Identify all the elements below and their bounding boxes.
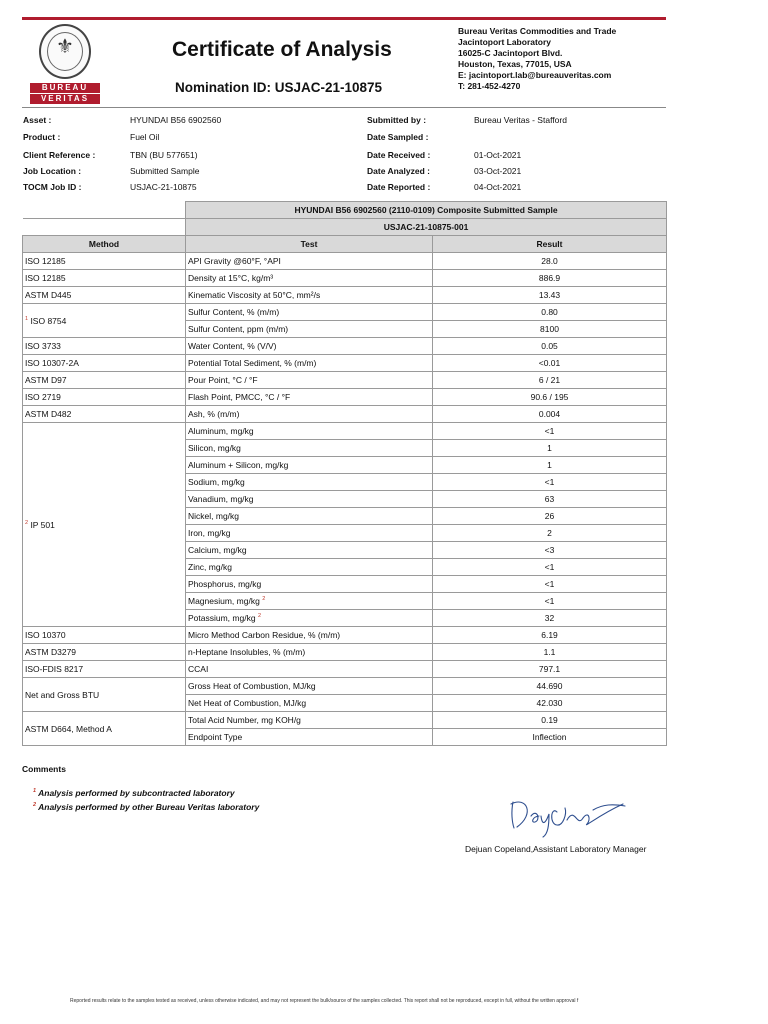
- test-cell: Net Heat of Combustion, MJ/kg: [186, 695, 433, 712]
- footnote-other-lab: [33, 802, 259, 812]
- result-cell: <1: [433, 559, 667, 576]
- test-cell: Total Acid Number, mg KOH/g: [186, 712, 433, 729]
- result-cell: 32: [433, 610, 667, 627]
- method-cell: ASTM D664, Method A: [23, 712, 186, 746]
- date-reported-value: 04-Oct-2021: [474, 182, 522, 192]
- results-table: [22, 201, 667, 746]
- result-cell: 44.690: [433, 678, 667, 695]
- result-cell: 6 / 21: [433, 372, 667, 389]
- test-cell: Ash, % (m/m): [186, 406, 433, 423]
- method-cell: ISO 12185: [23, 253, 186, 270]
- result-cell: 28.0: [433, 253, 667, 270]
- table-row: [23, 304, 667, 321]
- result-cell: 2: [433, 525, 667, 542]
- method-cell: ISO 2719: [23, 389, 186, 406]
- table-row: [23, 270, 667, 287]
- disclaimer-footer: Reported results relate to the samples tested as received, unless otherwise indicated, and may not represent the bulk/source of the samples collected. This report shall not be reproduced, except in full, without the written approval f: [70, 998, 579, 1004]
- test-cell: Pour Point, °C / °F: [186, 372, 433, 389]
- lab-name: Bureau Veritas Commodities and Trade: [458, 26, 617, 36]
- table-row: [23, 712, 667, 729]
- date-received-label: Date Received :: [367, 150, 431, 160]
- method-cell: ISO 10370: [23, 627, 186, 644]
- table-row: [23, 355, 667, 372]
- method-cell: ISO 3733: [23, 338, 186, 355]
- method-cell: ASTM D97: [23, 372, 186, 389]
- date-sampled-label: Date Sampled :: [367, 132, 429, 142]
- other-lab-mark: 2: [257, 613, 261, 620]
- submitted-by-label: Submitted by :: [367, 115, 427, 125]
- result-cell: 0.19: [433, 712, 667, 729]
- table-row: [23, 253, 667, 270]
- method-name: IP 501: [30, 519, 55, 530]
- subcontract-mark: 1: [25, 315, 29, 322]
- nomination-id: Nomination ID: USJAC-21-10875: [175, 80, 383, 95]
- test-cell: Zinc, mg/kg: [186, 559, 433, 576]
- product-label: Product :: [23, 132, 61, 142]
- method-cell: ISO-FDIS 8217: [23, 661, 186, 678]
- asset-value: HYUNDAI B56 6902560: [130, 115, 222, 125]
- test-cell: Aluminum + Silicon, mg/kg: [186, 457, 433, 474]
- method-cell: ASTM D3279: [23, 644, 186, 661]
- test-cell: Iron, mg/kg: [186, 525, 433, 542]
- table-row: [23, 661, 667, 678]
- result-cell: Inflection: [433, 729, 667, 746]
- test-cell: Sulfur Content, ppm (m/m): [186, 321, 433, 338]
- result-cell: 26: [433, 508, 667, 525]
- logo-band-bottom: VERITAS: [30, 94, 100, 104]
- logo-band-top: BUREAU: [30, 83, 100, 93]
- signer-name: Dejuan Copeland,Assistant Laboratory Manager: [465, 844, 647, 854]
- date-reported-label: Date Reported :: [367, 182, 431, 192]
- footnote-subcontracted: [33, 788, 235, 798]
- table-row: [23, 338, 667, 355]
- result-cell: <3: [433, 542, 667, 559]
- test-name: Potassium, mg/kg: [188, 613, 256, 623]
- test-cell: Density at 15°C, kg/m³: [186, 270, 433, 287]
- test-cell: Kinematic Viscosity at 50°C, mm²/s: [186, 287, 433, 304]
- tocm-job-id-label: TOCM Job ID :: [23, 182, 82, 192]
- test-cell: Vanadium, mg/kg: [186, 491, 433, 508]
- sample-id: USJAC-21-10875-001: [186, 219, 667, 236]
- table-row: [23, 644, 667, 661]
- test-cell: Micro Method Carbon Residue, % (m/m): [186, 627, 433, 644]
- subcontract-mark: 1: [33, 788, 37, 795]
- method-cell: ASTM D482: [23, 406, 186, 423]
- page-title: Certificate of Analysis: [172, 38, 392, 61]
- result-cell: 0.80: [433, 304, 667, 321]
- result-cell: 1.1: [433, 644, 667, 661]
- result-cell: <1: [433, 576, 667, 593]
- test-cell: [186, 593, 433, 610]
- method-cell: ISO 12185: [23, 270, 186, 287]
- test-cell: Flash Point, PMCC, °C / °F: [186, 389, 433, 406]
- sample-header: HYUNDAI B56 6902560 (2110-0109) Composite Submitted Sample: [186, 202, 667, 219]
- result-cell: 797.1: [433, 661, 667, 678]
- test-cell: Aluminum, mg/kg: [186, 423, 433, 440]
- result-cell: 0.004: [433, 406, 667, 423]
- method-cell: [23, 423, 186, 627]
- test-cell: Potential Total Sediment, % (m/m): [186, 355, 433, 372]
- other-lab-mark: 2: [25, 519, 29, 526]
- lab-phone: T: 281-452-4270: [458, 81, 521, 91]
- product-value: Fuel Oil: [130, 132, 160, 142]
- table-header-sample-row: [23, 202, 667, 219]
- test-cell: n-Heptane Insolubles, % (m/m): [186, 644, 433, 661]
- method-name: ISO 8754: [30, 315, 67, 326]
- lab-site: Jacintoport Laboratory: [458, 37, 552, 47]
- bureau-veritas-logo: [30, 24, 100, 104]
- client-reference-value: TBN (BU 577651): [130, 150, 198, 160]
- result-cell: <1: [433, 593, 667, 610]
- tocm-job-id-value: USJAC-21-10875: [130, 182, 197, 192]
- result-cell: 0.05: [433, 338, 667, 355]
- job-location-label: Job Location :: [23, 166, 82, 176]
- table-row: [23, 389, 667, 406]
- test-cell: CCAI: [186, 661, 433, 678]
- table-row: [23, 627, 667, 644]
- method-cell: Net and Gross BTU: [23, 678, 186, 712]
- other-lab-mark: 2: [33, 802, 37, 809]
- table-column-header-row: [23, 236, 667, 253]
- date-analyzed-label: Date Analyzed :: [367, 166, 430, 176]
- test-cell: Silicon, mg/kg: [186, 440, 433, 457]
- table-header-id-row: [23, 219, 667, 236]
- test-cell: Sulfur Content, % (m/m): [186, 304, 433, 321]
- result-cell: 1: [433, 440, 667, 457]
- result-cell: 90.6 / 195: [433, 389, 667, 406]
- submitted-by-value: Bureau Veritas - Stafford: [474, 115, 567, 125]
- result-cell: 886.9: [433, 270, 667, 287]
- other-lab-mark: 2: [262, 596, 266, 603]
- test-cell: API Gravity @60°F, °API: [186, 253, 433, 270]
- test-cell: Water Content, % (V/V): [186, 338, 433, 355]
- signature-icon: [505, 792, 630, 838]
- table-row: [23, 678, 667, 695]
- test-cell: Calcium, mg/kg: [186, 542, 433, 559]
- client-reference-label: Client Reference :: [23, 150, 96, 160]
- footnote-text: Analysis performed by subcontracted laboratory: [38, 788, 235, 798]
- result-cell: 6.19: [433, 627, 667, 644]
- table-row: [23, 406, 667, 423]
- lab-address: [458, 26, 616, 92]
- test-cell: Nickel, mg/kg: [186, 508, 433, 525]
- method-cell: ASTM D445: [23, 287, 186, 304]
- date-received-value: 01-Oct-2021: [474, 150, 522, 160]
- table-row: [23, 287, 667, 304]
- job-location-value: Submitted Sample: [130, 166, 200, 176]
- lab-street: 16025-C Jacintoport Blvd.: [458, 48, 563, 58]
- result-cell: <1: [433, 423, 667, 440]
- footnote-text: Analysis performed by other Bureau Veritas laboratory: [38, 802, 260, 812]
- result-cell: 42.030: [433, 695, 667, 712]
- table-row: [23, 423, 667, 440]
- result-cell: 1: [433, 457, 667, 474]
- result-cell: 63: [433, 491, 667, 508]
- test-cell: Endpoint Type: [186, 729, 433, 746]
- result-cell: 13.43: [433, 287, 667, 304]
- result-cell: 8100: [433, 321, 667, 338]
- header-top-rule: [22, 17, 666, 20]
- logo-seal-icon: ⚜: [39, 24, 91, 79]
- result-cell: <1: [433, 474, 667, 491]
- lab-email: E: jacintoport.lab@bureauveritas.com: [458, 70, 612, 80]
- test-cell: Sodium, mg/kg: [186, 474, 433, 491]
- date-analyzed-value: 03-Oct-2021: [474, 166, 522, 176]
- column-header-result: Result: [433, 236, 667, 253]
- test-cell: Gross Heat of Combustion, MJ/kg: [186, 678, 433, 695]
- test-cell: Phosphorus, mg/kg: [186, 576, 433, 593]
- asset-label: Asset :: [23, 115, 52, 125]
- test-name: Magnesium, mg/kg: [188, 596, 260, 606]
- table-row: [23, 372, 667, 389]
- comments-heading: Comments: [22, 764, 66, 774]
- header-divider: [22, 107, 666, 108]
- method-cell: [23, 304, 186, 338]
- result-cell: <0.01: [433, 355, 667, 372]
- test-cell: [186, 610, 433, 627]
- column-header-test: Test: [186, 236, 433, 253]
- method-cell: ISO 10307-2A: [23, 355, 186, 372]
- lab-city: Houston, Texas, 77015, USA: [458, 59, 572, 69]
- column-header-method: Method: [23, 236, 186, 253]
